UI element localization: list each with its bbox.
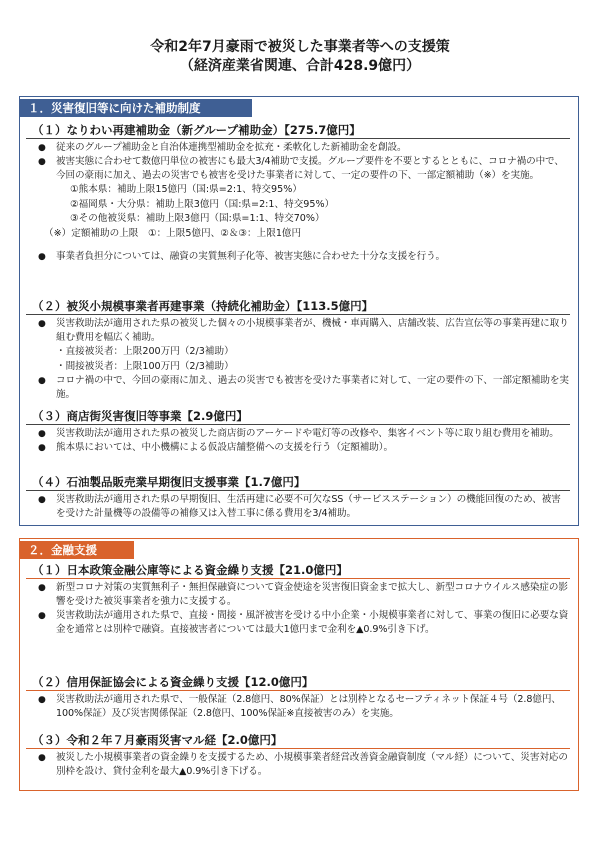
section-header: ２．金融支援 (20, 541, 134, 559)
item-jfc-financing (26, 563, 570, 637)
list-item: ● 従来のグループ補助金と自治体連携型補助金を拡充・柔軟化した新補助金を創設。 (38, 142, 407, 153)
list-item: ● 被害実態に合わせて数億円単位の被害にも最大3/4補助で支援。グループ要件を不要とするとともに、コロナ禍の中で、今回の豪雨に加え、過去の災害でも被害を受けた事業者に対して、一定の要件の下、一部定額補助（※）を実施。 (38, 156, 564, 181)
item-shopping-street (26, 409, 570, 455)
item-title: （２）信用保証協会による資金繰り支援【12.0億円】 (26, 675, 570, 691)
item-small-business-rebuild (26, 299, 570, 402)
item-title: （４）石油製品販売業早期復旧支援事業【1.7億円】 (26, 475, 570, 491)
bullet-icon: ● (38, 252, 46, 262)
item-title: （１）日本政策金融公庫等による資金繰り支援【21.0億円】 (26, 563, 570, 579)
item-title: （３）令和２年７月豪雨災害マル経【2.0億円】 (26, 733, 570, 749)
item-petroleum-recovery (26, 475, 570, 521)
list-item: ● 事業者負担分については、融資の実質無利子化等、被害実態に合わせた十分な支援を行う。 (38, 251, 446, 262)
page-title (0, 38, 600, 76)
bullet-icon: ● (38, 143, 46, 153)
bullet-icon: ● (38, 443, 46, 453)
section-finance (19, 538, 579, 791)
list-item: ● 熊本県においては、中小機構による仮設店舗整備への支援を行う（定額補助）。 (38, 442, 393, 453)
list-item: ● 新型コロナ対策の実質無利子・無担保融資について資金使途を災害復旧資金まで拡大し、新型コロナウイルス感染症の影響を受けた被災事業者を強力に支援する。 (38, 582, 568, 607)
list-item: ● コロナ禍の中で、今回の豪雨に加え、過去の災害でも被害を受けた事業者に対して、一定の要件の下、一部定額補助を実施。 (38, 375, 569, 400)
list-sub-item: ・直接被災者：上限200万円（2/3補助） (56, 346, 234, 357)
bullet-icon: ● (38, 583, 46, 593)
list-item: ● 災害救助法が適用された県で、直接・間接・風評被害を受ける中小企業・小規模事業者に対して、事業の復旧に必要な資金を通常とは別枠で融資。直接被害者については最大1億円まで金利を▲0.9%引き下げ。 (38, 610, 569, 635)
section-header: １．災害復旧等に向けた補助制度 (20, 99, 252, 117)
item-credit-guarantee (26, 675, 570, 721)
bullet-icon: ● (38, 157, 46, 167)
item-title: （３）商店街災害復旧等事業【2.9億円】 (26, 409, 570, 425)
list-sub-item: ③その他被災県：補助上限3億円（国:県=1:1、特交70%） (70, 213, 325, 224)
page-title-line1: 令和2年7月豪雨で被災した事業者等への支援策 (150, 39, 450, 55)
bullet-icon: ● (38, 376, 46, 386)
section-subsidies (19, 96, 579, 526)
list-item: ● 災害救助法が適用された県の被災した商店街のアーケードや電灯等の改修や、集客イベント等に取り組む費用を補助。 (38, 428, 559, 439)
list-sub-item: ①熊本県：補助上限15億円（国:県=2:1、特交95%） (70, 184, 302, 195)
list-sub-item: ・間接被災者：上限100万円（2/3補助） (56, 360, 234, 372)
list-item: ● 災害救助法が適用された県の被災した個々の小規模事業者が、機械・車両購入、店舗改装、広告宣伝等の事業再建に取り組む費用を幅広く補助。 (38, 318, 569, 343)
footnote: （※）定額補助の上限 ①：上限5億円、②＆③：上限1億円 (44, 227, 302, 239)
bullet-icon: ● (38, 495, 46, 505)
list-item: ● 被災した小規模事業者の資金繰りを支援するため、小規模事業者経営改善資金融資制度（マル経）について、災害対応の別枠を設け、貸付金利を最大▲0.9%引き下げる。 (38, 752, 568, 777)
list-item: ● 災害救助法が適用された県で、一般保証（2.8億円、80%保証）とは別枠となるセーフティネット保証４号（2.8億円、100%保証）及び災害関係保証（2.8億円、100%保証※直接被害のみ）を実施。 (38, 694, 561, 719)
item-title: （２）被災小規模事業者再建事業（持続化補助金）【113.5億円】 (26, 299, 570, 315)
item-title: （１）なりわい再建補助金（新グループ補助金）【275.7億円】 (26, 123, 570, 139)
bullet-icon: ● (38, 695, 46, 705)
item-nariwai-subsidy (26, 123, 570, 264)
list-item: ● 災害救助法が適用された県の早期復旧、生活再建に必要不可欠なSS（サービスステーション）の機能回復のため、被害を受けた計量機等の設備等の補修又は入替工事に係る費用を3/4補助。 (38, 494, 561, 519)
item-marukei-loan (26, 733, 570, 779)
bullet-icon: ● (38, 429, 46, 439)
page-title-line2: （経済産業省関連、合計428.9億円） (179, 58, 421, 74)
list-sub-item: ②福岡県・大分県：補助上限3億円（国:県=2:1、特交95%） (70, 198, 335, 210)
bullet-icon: ● (38, 319, 46, 329)
bullet-icon: ● (38, 753, 46, 763)
bullet-icon: ● (38, 611, 46, 621)
